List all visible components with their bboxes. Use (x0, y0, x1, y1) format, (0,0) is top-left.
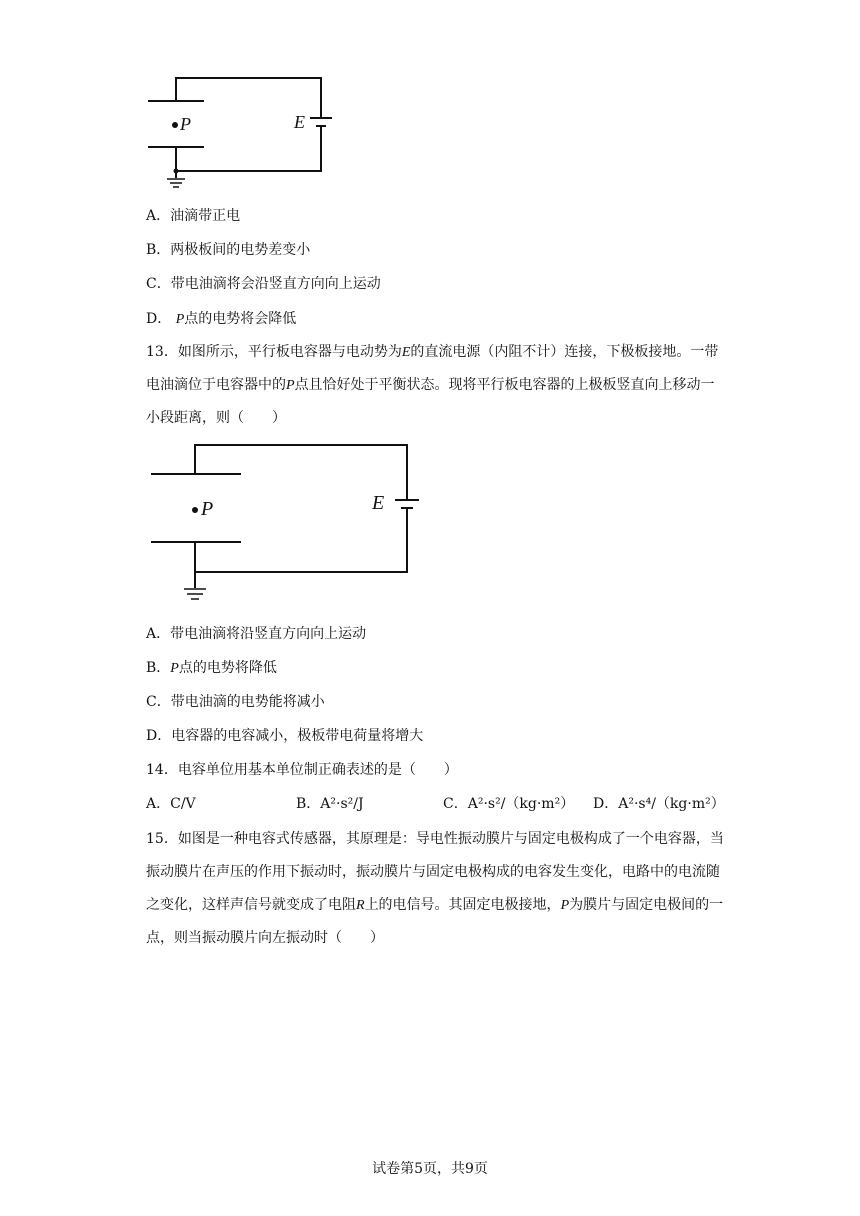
capacitor-circuit-diagram-q13 (145, 438, 415, 608)
emf-e-label: E (372, 492, 385, 514)
q12-option-b: B．两极板间的电势差变小 (146, 242, 311, 258)
q13-stem: 13．如图所示，平行板电容器与电动势为E的直流电源（内阻不计）连接，下极板接地。一带电油滴位于电容器中的P点且恰好处于平衡状态。现将平行板电容器的上极板竖直向上移动一小段距离，则（ ） (146, 344, 719, 426)
q14-option-a: A．C/V (146, 796, 196, 812)
q12-option-c: C．带电油滴将会沿竖直方向向上运动 (146, 276, 381, 292)
point-p-label: P (201, 498, 214, 520)
q13-option-d: D．电容器的电容减小，极板带电荷量将增大 (146, 728, 424, 744)
point-p-label: P (180, 114, 191, 134)
q14-stem: 14．电容单位用基本单位制正确表述的是（ ） (146, 762, 458, 778)
q12-option-d: D． P点的电势将会降低 (146, 311, 297, 327)
emf-e-label: E (294, 112, 305, 132)
q13-option-a: A．带电油滴将沿竖直方向向上运动 (146, 626, 367, 642)
q13-option-c: C．带电油滴的电势能将减小 (146, 694, 325, 710)
q13-option-b: B．P点的电势将降低 (146, 660, 277, 676)
q14-option-c: C．A²·s²/（kg·m²） (443, 796, 575, 812)
capacitor-circuit-diagram-q12 (140, 70, 340, 190)
q12-option-a: A．油滴带正电 (146, 208, 241, 224)
q14-option-d: D．A²·s⁴/（kg·m²） (593, 796, 725, 812)
q14-option-b: B．A²·s²/J (296, 796, 364, 812)
q15-stem: 15．如图是一种电容式传感器，其原理是：导电性振动膜片与固定电极构成了一个电容器，当振动膜片在声压的作用下振动时，振动膜片与固定电极构成的电容发生变化，电路中的电流随之变化，这样声信号就变成了电阻R上的电信号。其固定电极接地，P为膜片与固定电极间的一点，则当振动膜片向左振动时（ ） (146, 831, 724, 946)
page-footer: 试卷第5页，共9页 (372, 1161, 488, 1177)
